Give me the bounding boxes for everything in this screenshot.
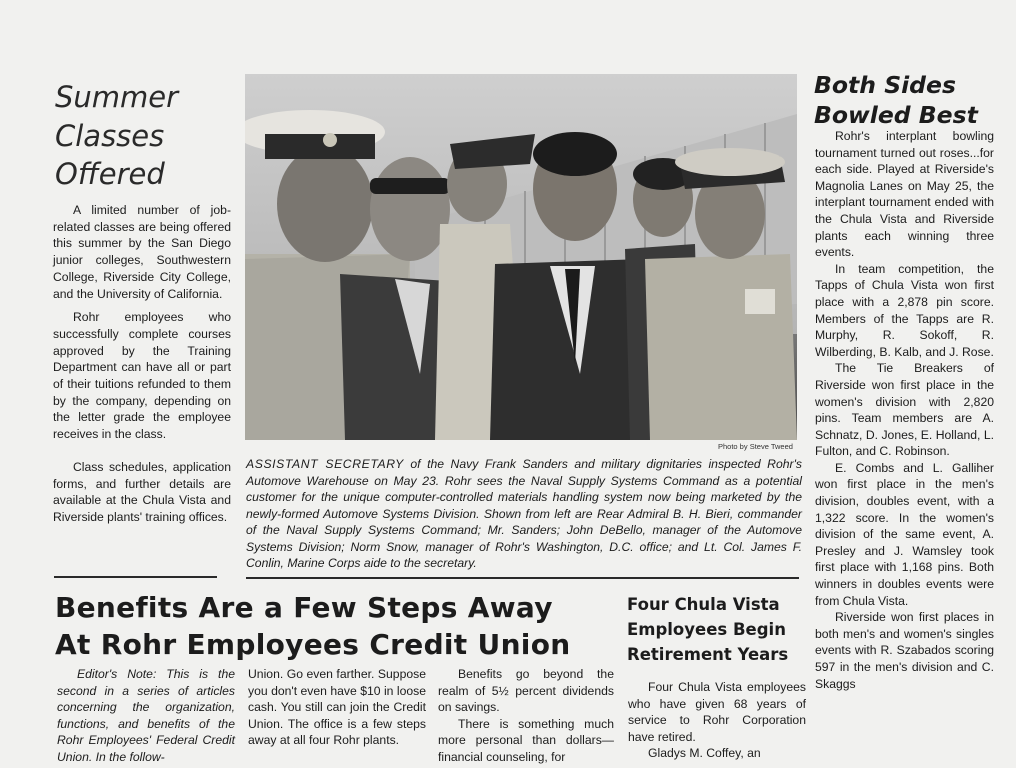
article-paragraph: Riverside won first places in both men's and women's singles events with R. Szabados scoring 597 in the men's division and C. Skaggs xyxy=(815,610,994,691)
article-paragraph: There is something much more personal than dollars—financial counseling, for xyxy=(438,716,614,764)
headline-line: At Rohr Employees Credit Union xyxy=(55,628,571,661)
headline-line: Benefits Are a Few Steps Away xyxy=(55,591,553,624)
article-paragraph: In team competition, the Tapps of Chula Vista won first place with a 2,878 pin score. Members of the Tapps are R. Murphy, R. Sokoff, R. Wilberding, B. Kalb, and J. Rose. xyxy=(815,261,994,359)
bowling-article xyxy=(815,128,994,692)
photo-illustration xyxy=(245,74,797,440)
caption-text: of the Navy Frank Sanders and military dignitaries inspected Rohr's Automove Warehouse on May 23. Rohr sees the Naval Supply Systems Command as a potential customer for the unique computer-controlled materials handling system now being marketed by the newly-formed Automove Systems Division. Shown from left are Rear Admiral B. H. Bieri, commander of the Naval Supply Systems Command; Mr. Sanders; John DeBello, manager of the Automove Systems Division; Norm Snow, manager of Rohr's Washington, D.C. office; and Lt. Col. James F. Conlin, Marine Corps aide to the secretary. xyxy=(246,457,802,570)
photo-caption xyxy=(246,456,802,572)
news-photo xyxy=(245,74,797,440)
summer-classes-article xyxy=(53,202,231,526)
credit-union-headline xyxy=(55,589,620,663)
credit-union-column: Union. Go even farther. Suppose you don't even have $10 in loose cash. You still can join the Credit Union. The office is a few steps away at all four Rohr plants. xyxy=(248,667,426,748)
bowling-headline: Both Sides Bowled Best xyxy=(814,71,978,129)
retirement-headline: Four Chula Vista Employees Begin Retirement Years xyxy=(627,595,789,664)
photo-credit: Photo by Steve Tweed xyxy=(718,442,793,451)
article-paragraph: Gladys M. Coffey, an xyxy=(648,746,761,761)
article-paragraph: Rohr's interplant bowling tournament turned out roses...for each side. Played at Riverside's Magnolia Lanes on May 25, the interplant tournament ended with the Chula Vista and Riverside plants each winning three events. xyxy=(815,129,994,260)
caption-lead: ASSISTANT SECRETARY xyxy=(246,457,404,471)
article-paragraph: Rohr employees who successfully complete courses approved by the Training Department can have all or part of their tuitions refunded to them by the company, depending on the letter grade the employee receives in the class. xyxy=(53,310,231,442)
article-paragraph: Four Chula Vista employees who have given 68 years of service to Rohr Corporation have retired. xyxy=(628,680,806,744)
credit-union-column xyxy=(438,666,614,766)
article-paragraph: A limited number of job-related classes are being offered this summer by the San Diego junior colleges, Southwestern College, Riverside City College, and the University of California. xyxy=(53,203,231,301)
retirement-article xyxy=(628,679,806,762)
article-paragraph: The Tie Breakers of Riverside won first place in the women's division with 2,820 pins. Team members are A. Schnatz, D. Jones, E. Holland, L. Fulton, and C. Robinson. xyxy=(815,361,994,459)
article-paragraph: Class schedules, application forms, and further details are available at the Chula Vista and Riverside plants' training offices. xyxy=(53,459,231,524)
article-paragraph: E. Combs and L. Galliher won first place in the men's division, doubles event, with a 1,322 score. In the women's division of the same event, A. Presley and J. Wamsley took first place with 1,168 pins. Both winners in doubles events were from Chula Vista. xyxy=(815,460,994,608)
summer-classes-headline: Summer Classes Offered xyxy=(55,80,179,191)
editors-note: Editor's Note: This is the second in a series of articles concerning the organization, functions, and benefits of the Rohr Employees' Federal Credit Union. In the follow- xyxy=(57,667,235,764)
column-divider-rule xyxy=(54,576,217,578)
caption-divider-rule xyxy=(246,577,799,579)
article-paragraph: Benefits go beyond the realm of 5½ percent dividends on savings. xyxy=(438,667,614,715)
